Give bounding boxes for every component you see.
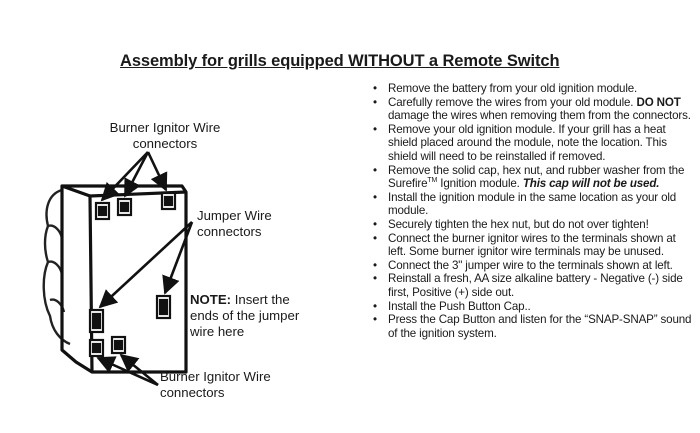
- label-burner-ignitor-top: Burner Ignitor Wire connectors: [109, 120, 221, 151]
- instruction-list: [370, 82, 695, 340]
- terminal-connectors: [90, 193, 175, 356]
- step-6: • Securely tighten the hex nut, but do not over tighten!: [370, 218, 695, 232]
- arrow-top-3: [148, 152, 166, 190]
- terminal-bottom-2: [112, 337, 125, 353]
- step-5: • Install the ignition module in the same location as your old module.: [370, 191, 695, 218]
- step-7: • Connect the burner ignitor wires to the terminals shown at left. Some burner ignitor wire terminals may be unused.: [370, 232, 695, 259]
- page-title: Assembly for grills equipped WITHOUT a Remote Switch: [120, 52, 560, 70]
- step-3: • Remove your old ignition module. If your grill has a heat shield placed around the module, note the location. This shield will need to be reinstalled if removed.: [370, 123, 695, 164]
- terminal-mid-left: [90, 310, 103, 332]
- step-4: • Remove the solid cap, hex nut, and rubber washer from the Surefire™ Ignition module. This cap will not be used.: [370, 164, 695, 191]
- terminal-bottom-1: [90, 340, 103, 356]
- module-side-parts: [44, 190, 70, 344]
- arrow-jumper-2: [165, 222, 192, 293]
- step-11: • Press the Cap Button and listen for the “SNAP-SNAP” sound of the ignition system.: [370, 313, 695, 340]
- step-2: • Carefully remove the wires from your old module. DO NOT damage the wires when removing them from the connectors.: [370, 96, 695, 123]
- terminal-top-1: [96, 203, 109, 219]
- terminal-top-2: [118, 199, 131, 215]
- label-note: NOTE: Insert the ends of the jumper wire here: [190, 292, 300, 339]
- step-9: • Reinstall a fresh, AA size alkaline battery - Negative (-) side first, Positive (+) side out.: [370, 272, 695, 299]
- label-burner-ignitor-bottom: Burner Ignitor Wire connectors: [160, 369, 271, 400]
- label-jumper-wire: Jumper Wire connectors: [197, 208, 272, 239]
- step-1: • Remove the battery from your old ignition module.: [370, 82, 695, 96]
- terminal-mid-right: [157, 296, 170, 318]
- arrow-jumper-1: [100, 222, 192, 307]
- step-10: • Install the Push Button Cap..: [370, 300, 695, 314]
- step-8: • Connect the 3" jumper wire to the terminals shown at left.: [370, 259, 695, 273]
- terminal-top-3: [162, 193, 175, 209]
